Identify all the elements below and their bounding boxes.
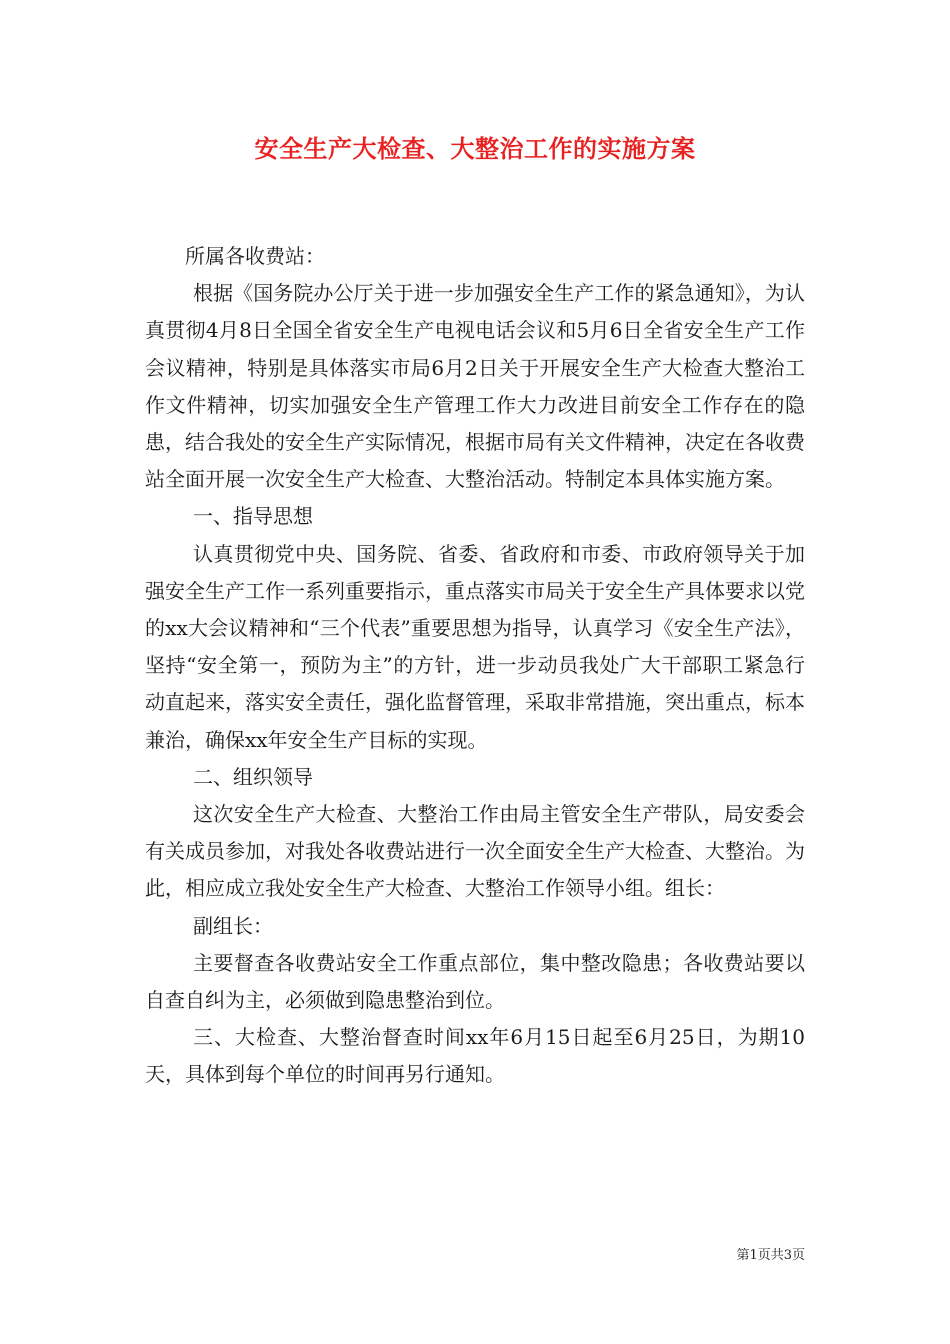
- paragraph-inspection-time: 三、大检查、大整治督查时间xx年6月15日起至6月25日，为期10天，具体到每个单位的时间再另行通知。: [145, 1025, 805, 1087]
- section-heading-guiding-ideology: 一、指导思想: [193, 504, 313, 529]
- salutation: 所属各收费站：: [185, 244, 325, 268]
- document-body: [145, 238, 805, 1094]
- paragraph-guiding-ideology: 认真贯彻党中央、国务院、省委、省政府和市委、市政府领导关于加强安全生产工作一系列重要指示，重点落实市局关于安全生产具体要求以党的xx大会议精神和“三个代表”重要思想为指导，认真学习《安全生产法》，坚持“安全第一，预防为主”的方针，进一步动员我处广大干部职工紧急行动直起来，落实安全责任，强化监督管理，采取非常措施，突出重点，标本兼治，确保xx年安全生产目标的实现。: [145, 541, 805, 752]
- paragraph-inspection-focus: 主要督查各收费站安全工作重点部位，集中整改隐患；各收费站要以自查自纠为主，必须做到隐患整治到位。: [145, 950, 805, 1013]
- page-indicator: 第1页共3页: [736, 1248, 805, 1263]
- document-title: 安全生产大检查、大整治工作的实施方案: [254, 134, 696, 163]
- paragraph-intro: 根据《国务院办公厅关于进一步加强安全生产工作的紧急通知》，为认真贯彻4月8日全国全省安全生产电视电话会议和5月6日全省安全生产工作会议精神，特别是具体落实市局6月2日关于开展安全生产大检查大整治工作文件精神，切实加强安全生产管理工作大力改进目前安全工作存在的隐患，结合我处的安全生产实际情况，根据市局有关文件精神，决定在各收费站全面开展一次安全生产大检查、大整治活动。特制定本具体实施方案。: [145, 281, 805, 492]
- paragraph-deputy-leader: 副组长：: [193, 913, 273, 938]
- section-heading-organization: 二、组织领导: [193, 764, 313, 789]
- paragraph-organization: 这次安全生产大检查、大整治工作由局主管安全生产带队，局安委会有关成员参加，对我处各收费站进行一次全面安全生产大检查、大整治。为此，相应成立我处安全生产大检查、大整治工作领导小组。组长：: [145, 802, 805, 901]
